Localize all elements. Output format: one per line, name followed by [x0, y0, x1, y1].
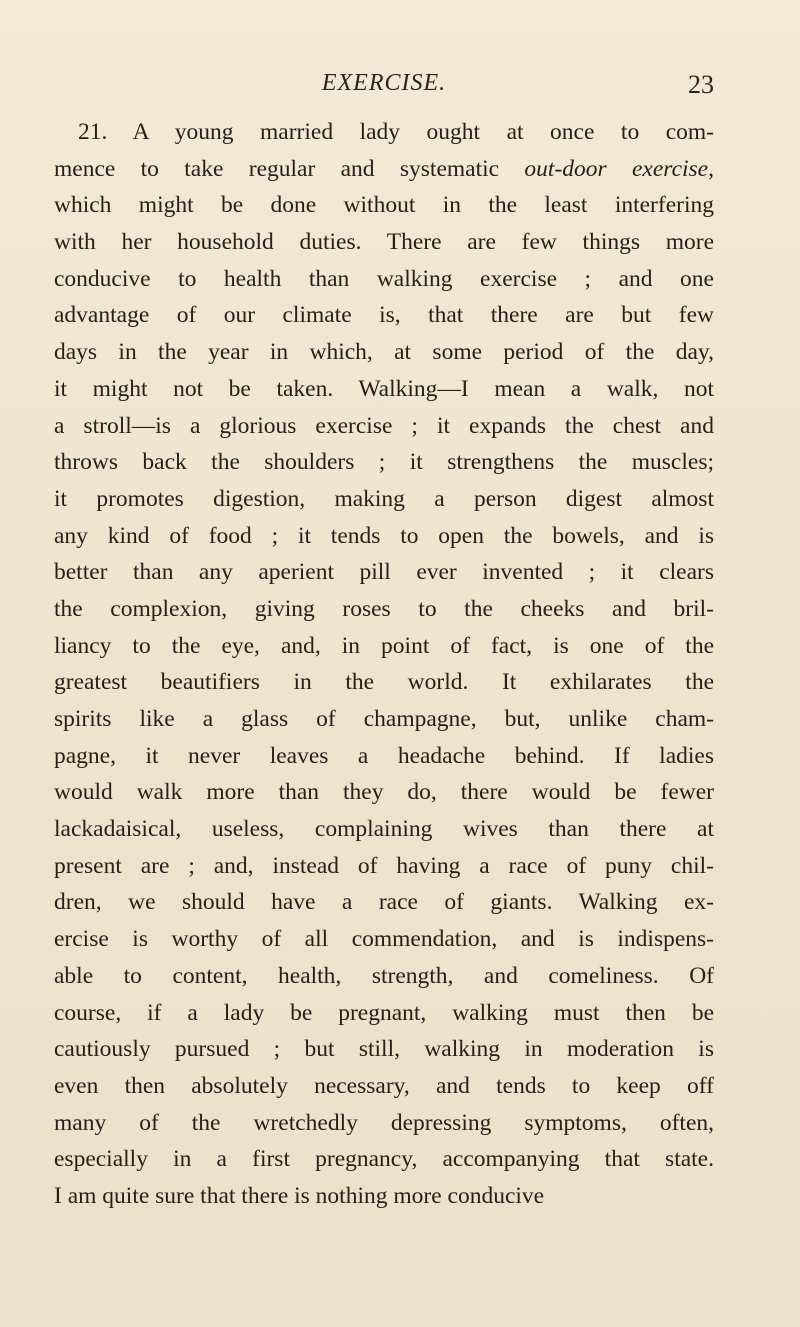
- text-line: even then absolutely necessary, and tends to keep off: [54, 1072, 714, 1099]
- text-line: which might be done without in the least interfering: [54, 192, 714, 219]
- text-line: better than any aperient pill ever invented ; it clears: [54, 559, 714, 586]
- text-line: conducive to health than walking exercise ; and one: [54, 265, 714, 292]
- text-line: it promotes digestion, making a person digest almost: [54, 485, 714, 512]
- text-line: pagne, it never leaves a headache behind. If ladies: [54, 742, 714, 769]
- text-line: cautiously pursued ; but still, walking in moderation is: [54, 1036, 714, 1063]
- page-number: 23: [688, 70, 714, 99]
- text-line: throws back the shoulders ; it strengthens the muscles;: [54, 449, 714, 476]
- paragraph-21: [54, 114, 714, 1215]
- text-line: [54, 151, 714, 188]
- text-line: would walk more than they do, there would be fewer: [54, 779, 714, 806]
- text-line: many of the wretchedly depressing symptoms, often,: [54, 1109, 714, 1136]
- text-line-start: mence to take regular and systematic: [54, 155, 525, 182]
- emphasized-phrase: out-door exercise,: [524, 155, 714, 182]
- text-line: a stroll—is a glorious exercise ; it expands the chest and: [54, 412, 714, 439]
- chapter-title: EXERCISE.: [321, 70, 447, 96]
- text-line: any kind of food ; it tends to open the bowels, and is: [54, 522, 714, 549]
- text-line: I am quite sure that there is nothing more conducive: [54, 1182, 545, 1209]
- text-line: present are ; and, instead of having a race of puny chil-: [54, 852, 714, 879]
- text-line: greatest beautifiers in the world. It exhilarates the: [54, 669, 714, 696]
- text-line: especially in a first pregnancy, accompanying that state.: [54, 1146, 714, 1173]
- text-line: advantage of our climate is, that there are but few: [54, 302, 714, 329]
- text-line: the complexion, giving roses to the cheeks and bril-: [54, 595, 714, 622]
- text-line: with her household duties. There are few things more: [54, 229, 714, 256]
- text-line: 21. A young married lady ought at once to com-: [78, 119, 714, 145]
- text-line: ercise is worthy of all commendation, and is indispens-: [54, 926, 714, 953]
- text-line: lackadaisical, useless, complaining wives than there at: [54, 816, 714, 843]
- text-line: it might not be taken. Walking—I mean a walk, not: [54, 375, 714, 402]
- text-line: dren, we should have a race of giants. Walking ex-: [54, 889, 714, 916]
- text-line: days in the year in which, at some period of the day,: [54, 339, 714, 366]
- text-line: course, if a lady be pregnant, walking must then be: [54, 999, 714, 1026]
- text-line: liancy to the eye, and, in point of fact, is one of the: [54, 632, 714, 659]
- text-line: able to content, health, strength, and comeliness. Of: [54, 962, 714, 989]
- running-head: [54, 70, 714, 110]
- text-line: spirits like a glass of champagne, but, unlike cham-: [54, 706, 714, 732]
